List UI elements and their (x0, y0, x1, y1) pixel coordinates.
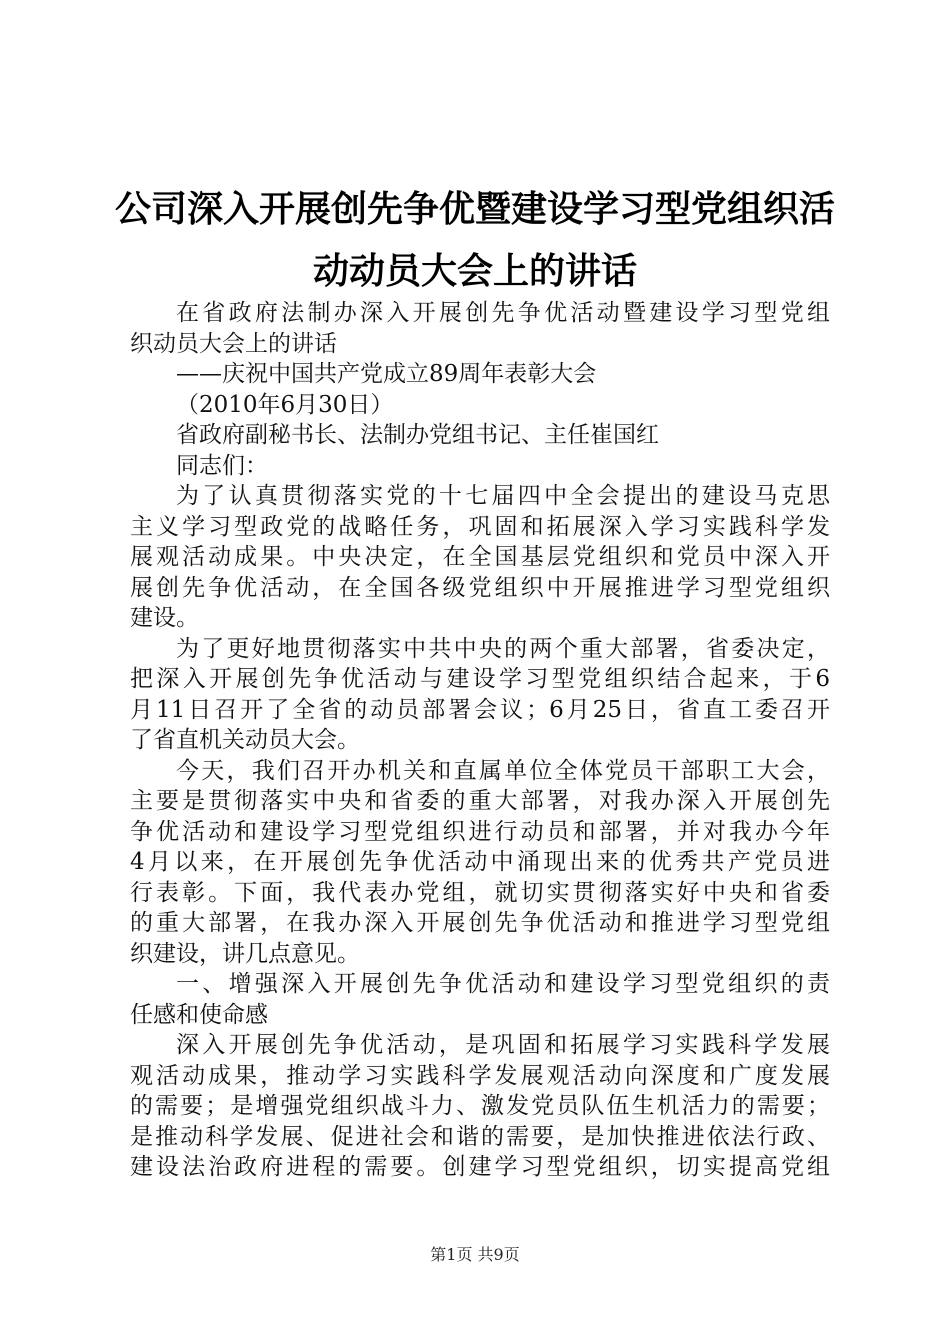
body-line: 为了更好地贯彻落实中共中央的两个重大部署，省委决定， (176, 635, 830, 662)
body-line: 织动员大会上的讲话 (130, 330, 337, 357)
body-line: 在省政府法制办深入开展创先争优活动暨建设学习型党组 (176, 300, 830, 326)
body-line: 观活动成果，推动学习实践科学发展观活动向深度和广度发展 (130, 1062, 830, 1089)
body-line: 是推动科学发展、促进社会和谐的需要，是加快推进依法行政、 (130, 1123, 830, 1150)
body-line: 月11日召开了全省的动员部署会议；6月25日，省直工委召开 (130, 696, 830, 723)
body-line: 织建设，讲几点意见。 (130, 940, 360, 967)
body-line: 了省直机关动员大会。 (130, 727, 360, 753)
body-line: 行表彰。下面，我代表办党组，就切实贯彻落实好中央和省委 (130, 879, 830, 906)
body-line: 为了认真贯彻落实党的十七届四中全会提出的建设马克思 (176, 483, 830, 509)
body-line: 同志们： (176, 452, 268, 479)
body-line: 省政府副秘书长、法制办党组书记、主任崔国红 (176, 422, 659, 448)
body-line: 主义学习型政党的战略任务，巩固和拓展深入学习实践科学发 (130, 513, 830, 540)
body-line: 任感和使命感 (130, 1001, 268, 1028)
body-line: 展观活动成果。中央决定，在全国基层党组织和党员中深入开 (130, 544, 830, 570)
body-line: 一、增强深入开展创先争优活动和建设学习型党组织的责 (176, 971, 830, 997)
document-body (130, 298, 830, 1183)
body-line: 展创先争优活动，在全国各级党组织中开展推进学习型党组织 (130, 574, 830, 601)
body-line: ——庆祝中国共产党成立89周年表彰大会 (176, 361, 597, 387)
body-line: 的需要；是增强党组织战斗力、激发党员队伍生机活力的需要； (130, 1093, 830, 1119)
body-line: 争优活动和建设学习型党组织进行动员和部署，并对我办今年 (130, 818, 830, 845)
body-line: 深入开展创先争优活动，是巩固和拓展学习实践科学发展 (176, 1032, 830, 1058)
body-line: 今天，我们召开办机关和直属单位全体党员干部职工大会， (176, 757, 830, 784)
body-line: 建设法治政府进程的需要。创建学习型党组织，切实提高党组 (130, 1154, 830, 1180)
body-line: 4月以来，在开展创先争优活动中涌现出来的优秀共产党员进 (130, 849, 830, 875)
document-title-line-1: 公司深入开展创先争优暨建设学习型党组织活 (114, 189, 835, 230)
document-title-line-2: 动动员大会上的讲话 (312, 251, 637, 292)
body-line: （2010年6月30日） (176, 391, 394, 418)
body-line: 把深入开展创先争优活动与建设学习型党组织结合起来，于6 (130, 666, 830, 692)
body-line: 建设。 (130, 605, 199, 631)
body-line: 的重大部署，在我办深入开展创先争优活动和推进学习型党组 (130, 910, 830, 936)
body-line: 主要是贯彻落实中央和省委的重大部署，对我办深入开展创先 (130, 788, 830, 814)
page-footer: 第1页 共9页 (430, 1245, 520, 1264)
